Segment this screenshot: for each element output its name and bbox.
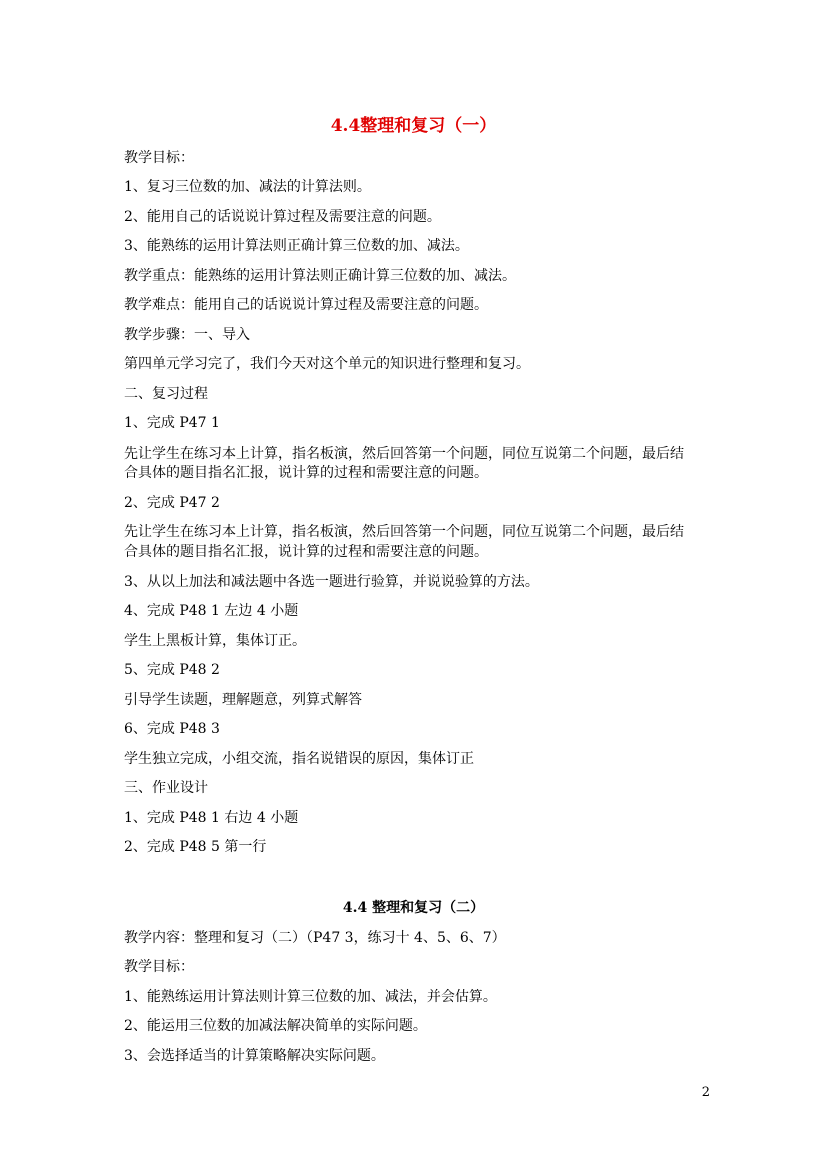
text-line: 6、完成 P48 3 bbox=[124, 721, 220, 737]
text-line: 2、能运用三位数的加减法解决简单的实际问题。 bbox=[124, 1018, 427, 1034]
paragraph-line: 先让学生在练习本上计算，指名板演，然后回答第一个问题，同位互说第二个问题，最后结 bbox=[124, 524, 684, 540]
text-line: 1、完成 P47 1 bbox=[124, 415, 220, 431]
text-line: 学生上黑板计算，集体订正。 bbox=[124, 633, 306, 649]
text-line: 3、会选择适当的计算策略解决实际问题。 bbox=[124, 1048, 385, 1064]
page-number: 2 bbox=[701, 1085, 710, 1100]
text-line: 教学目标： bbox=[124, 959, 194, 975]
text-line: 引导学生读题，理解题意，列算式解答 bbox=[124, 692, 362, 708]
text-line: 学生独立完成，小组交流，指名说错误的原因，集体订正 bbox=[124, 751, 474, 767]
text-line: 3、从以上加法和减法题中各选一题进行验算，并说说验算的方法。 bbox=[124, 574, 539, 590]
section-title-2: 4.4 整理和复习（二） bbox=[342, 900, 485, 916]
text-line: 2、完成 P47 2 bbox=[124, 495, 220, 511]
paragraph-line: 先让学生在练习本上计算，指名板演，然后回答第一个问题，同位互说第二个问题，最后结 bbox=[124, 446, 684, 462]
text-line: 5、完成 P48 2 bbox=[124, 662, 220, 678]
text-line: 教学难点：能用自己的话说说计算过程及需要注意的问题。 bbox=[124, 297, 488, 313]
text-line: 第四单元学习完了，我们今天对这个单元的知识进行整理和复习。 bbox=[124, 356, 530, 372]
text-line: 教学内容：整理和复习（二）（P47 3，练习十 4、5、6、7） bbox=[124, 930, 506, 946]
text-line: 1、完成 P48 1 右边 4 小题 bbox=[124, 810, 299, 826]
text-line: 三、作业设计 bbox=[124, 780, 208, 796]
text-line: 2、能用自己的话说说计算过程及需要注意的问题。 bbox=[124, 209, 441, 225]
section-title-1: 4.4整理和复习（一） bbox=[330, 116, 497, 136]
text-line: 教学步骤：一、导入 bbox=[124, 327, 250, 343]
text-line: 4、完成 P48 1 左边 4 小题 bbox=[124, 603, 299, 619]
text-line: 二、复习过程 bbox=[124, 386, 208, 402]
text-line: 教学重点：能熟练的运用计算法则正确计算三位数的加、减法。 bbox=[124, 268, 516, 284]
text-line: 2、完成 P48 5 第一行 bbox=[124, 839, 267, 855]
text-line: 教学目标： bbox=[124, 150, 194, 166]
text-line: 1、复习三位数的加、减法的计算法则。 bbox=[124, 179, 371, 195]
text-line: 3、能熟练的运用计算法则正确计算三位数的加、减法。 bbox=[124, 238, 469, 254]
paragraph-line: 合具体的题目指名汇报，说计算的过程和需要注意的问题。 bbox=[124, 544, 488, 560]
text-line: 1、能熟练运用计算法则计算三位数的加、减法，并会估算。 bbox=[124, 989, 497, 1005]
paragraph-line: 合具体的题目指名汇报，说计算的过程和需要注意的问题。 bbox=[124, 465, 488, 481]
